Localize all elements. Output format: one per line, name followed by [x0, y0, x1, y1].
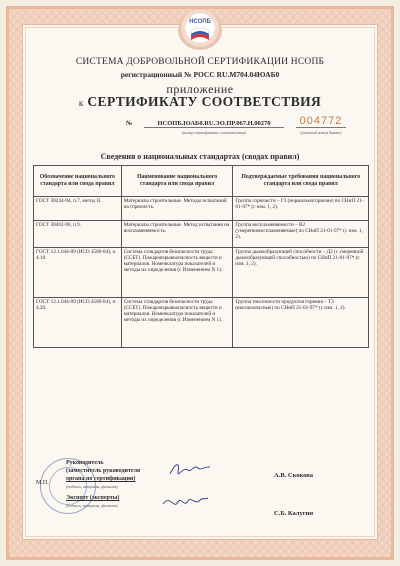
column-header-name: Наименование национального стандарта или свода правил	[121, 166, 233, 197]
registration-number: регистрационный № РОСС RU.М704.04ЮАБ0	[120, 70, 280, 79]
head-role-line-1: Руководитель	[66, 460, 104, 466]
table-cell: Материалы строительные. Метод испытания на воспламеняемость.	[121, 221, 233, 248]
head-role-line-3: органа по сертификации)	[66, 476, 136, 482]
expert-signature-caption: (подпись, инициалы, фамилия)	[66, 503, 118, 508]
logo-text: НСОПБ	[189, 19, 211, 25]
certificate-number-caption: (номер сертификата соответствия)	[182, 130, 246, 135]
table-cell: ГОСТ 30402-96, п.9.	[34, 221, 122, 248]
registry-number: 004772	[296, 115, 346, 128]
head-role-line-2: (заместитель руководителя	[66, 468, 141, 474]
stamp-label: М.П.	[36, 480, 49, 486]
table-row	[34, 197, 369, 221]
table-row	[34, 248, 369, 298]
appendix-label: приложение	[166, 82, 234, 96]
expert-name: С.Б. Калугин	[274, 510, 314, 517]
table-cell: Система стандартов безопасности труда (ССБТ). Пожаровзрывоопасность веществ и материалов. Номенклатура показателей и методы их определения (с Изменением N 1).	[121, 298, 233, 348]
table-cell: Система стандартов безопасности труда (ССБТ). Пожаровзрывоопасность веществ и материалов. Номенклатура показателей и методы их определения (с Изменением N 1).	[121, 248, 233, 298]
certificate-number: НСОПБ.ЮАБ0.RU.ЭО.ПР.067.Н.00270	[144, 120, 284, 128]
standards-table	[33, 165, 369, 348]
column-header-designation: Обозначение национального стандарта или свода правил	[34, 166, 122, 197]
head-name: А.В. Скокова	[274, 472, 314, 479]
table-cell: Группа воспламеняемости – В2 (умеренновоспламеняемые) по СНиП 21-01-97* (с изм. 1, 2).	[233, 221, 369, 248]
head-signature-caption: (подпись, инициалы, фамилия)	[66, 484, 118, 489]
table-row	[34, 221, 369, 248]
table-row	[34, 298, 369, 348]
number-sign: №	[126, 120, 133, 127]
table-cell: ГОСТ 30244-94, п.7, метод II.	[34, 197, 122, 221]
registry-number-caption: (учетный номер бланка)	[300, 130, 342, 135]
table-cell: ГОСТ 12.1.044-89 (ИСО 4589-84), п. 4.20.	[34, 298, 122, 348]
table-cell: Группа токсичности продуктов горения – Т3 (высокоопасные) по СНиП 21-01-97* (с изм. 1, 2).	[233, 298, 369, 348]
column-header-requirements: Подтверждаемые требования национального стандарта или свода правил	[233, 166, 369, 197]
document-title	[0, 94, 400, 110]
section-title: Сведения о национальных стандартах (сводах правил)	[100, 152, 300, 161]
title-text: СЕРТИФИКАТУ СООТВЕТСТВИЯ	[87, 94, 322, 109]
nsopb-logo	[178, 10, 222, 50]
system-name: СИСТЕМА ДОБРОВОЛЬНОЙ СЕРТИФИКАЦИИ НСОПБ	[75, 57, 325, 67]
certificate-number-row	[0, 115, 400, 142]
title-prefix: к	[78, 98, 84, 108]
expert-role-line-1: Эксперт (эксперты)	[66, 495, 120, 501]
table-cell: ГОСТ 12.1.044-89 (ИСО 4589-84), п. 4.18.	[34, 248, 122, 298]
expert-signature	[160, 492, 210, 514]
head-signature	[168, 458, 212, 482]
table-header-row	[34, 166, 369, 197]
table-cell: Группа дымообразующей способности – Д2 (с умеренной дымообразующей способностью) по СНиП 21-01-97* (с изм. 1, 2).	[233, 248, 369, 298]
table-cell: Материалы строительные. Методы испытаний на горючесть.	[121, 197, 233, 221]
table-cell: Группа горючести – Г3 (нормальногорючие) по СНиП 21-01-97* (с изм. 1, 2).	[233, 197, 369, 221]
